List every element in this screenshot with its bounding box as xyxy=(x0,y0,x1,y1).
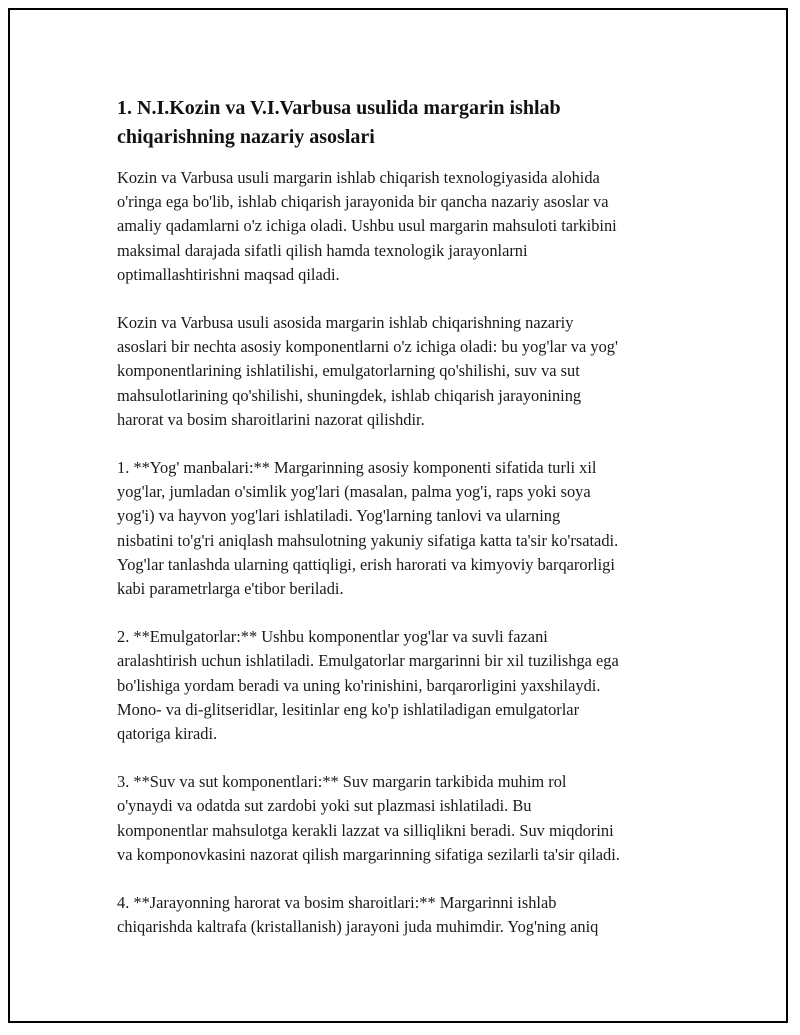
text-line: yog'i) va hayvon yog'lari ishlatiladi. Yog'larning tanlovi va ularning xyxy=(117,506,561,526)
text-line: nisbatini to'g'ri aniqlash mahsulotning yakuniy sifatiga katta ta'sir ko'rsatadi. xyxy=(117,530,619,550)
text-line: komponentlarining ishlatilishi, emulgatorlarning qo'shilishi, suv va sut xyxy=(117,361,580,381)
heading-line: 1. N.I.Kozin va V.I.Varbusa usulida margarin ishlab xyxy=(117,97,561,119)
text-line: maksimal darajada sifatli qilish hamda texnologik jarayonlarni xyxy=(117,240,528,260)
text-line: 2. **Emulgatorlar:** Ushbu komponentlar yog'lar va suvli fazani xyxy=(117,627,548,647)
text-line: harorat va bosim sharoitlarini nazorat qilishdir. xyxy=(117,409,425,429)
text-line: chiqarishda kaltrafa (kristallanish) jarayoni juda muhimdir. Yog'ning aniq xyxy=(117,917,599,937)
text-line: Kozin va Varbusa usuli asosida margarin ishlab chiqarishning nazariy xyxy=(117,313,574,333)
document-body xyxy=(117,94,697,963)
text-line: Kozin va Varbusa usuli margarin ishlab chiqarish texnologiyasida alohida xyxy=(117,168,600,187)
paragraph-emulsifiers xyxy=(117,625,697,746)
text-line: komponentlar mahsulotga kerakli lazzat va silliqlikni beradi. Suv miqdorini xyxy=(117,820,614,840)
text-line: o'ringa ega bo'lib, ishlab chiqarish jarayonida bir qancha nazariy asoslar va xyxy=(117,192,609,212)
paragraph-fat-sources xyxy=(117,456,697,601)
paragraph-water-milk xyxy=(117,770,697,867)
text-line: asoslari bir nechta asosiy komponentlarni o'z ichiga oladi: bu yog'lar va yog' xyxy=(117,337,618,357)
text-line: mahsulotlarining qo'shilishi, shuningdek, ishlab chiqarish jarayonining xyxy=(117,385,582,405)
section-heading xyxy=(117,94,697,152)
text-line: 3. **Suv va sut komponentlari:** Suv margarin tarkibida muhim rol xyxy=(117,772,567,792)
text-line: optimallashtirishni maqsad qiladi. xyxy=(117,264,340,284)
text-line: yog'lar, jumladan o'simlik yog'lari (masalan, palma yog'i, raps yoki soya xyxy=(117,482,591,502)
text-line: bo'lishiga yordam beradi va uning ko'rinishini, barqarorligini yaxshilaydi. xyxy=(117,675,601,695)
text-line: 4. **Jarayonning harorat va bosim sharoitlari:** Margarinni ishlab xyxy=(117,893,557,913)
text-line: va komponovkasini nazorat qilish margarinning sifatiga sezilarli ta'sir qiladi. xyxy=(117,844,620,864)
text-line: Yog'lar tanlashda ularning qattiqligi, erish harorati va kimyoviy barqarorligi xyxy=(117,554,615,574)
paragraph-intro xyxy=(117,166,697,287)
text-line: Mono- va di-glitseridlar, lesitinlar eng ko'p ishlatiladigan emulgatorlar xyxy=(117,699,580,719)
heading-line: chiqarishning nazariy asoslari xyxy=(117,126,375,148)
text-line: aralashtirish uchun ishlatiladi. Emulgatorlar margarinni bir xil tuzilishga ega xyxy=(117,651,619,671)
text-line: 1. **Yog' manbalari:** Margarinning asosiy komponenti sifatida turli xil xyxy=(117,458,597,478)
text-line: o'ynaydi va odatda sut zardobi yoki sut plazmasi ishlatiladi. Bu xyxy=(117,796,532,816)
text-line: kabi parametrlarga e'tibor beriladi. xyxy=(117,579,344,599)
text-line: qatoriga kiradi. xyxy=(117,724,218,744)
paragraph-temperature-pressure xyxy=(117,891,697,939)
text-line: amaliy qadamlarni o'z ichiga oladi. Ushbu usul margarin mahsuloti tarkibini xyxy=(117,216,617,236)
paragraph-components xyxy=(117,311,697,432)
